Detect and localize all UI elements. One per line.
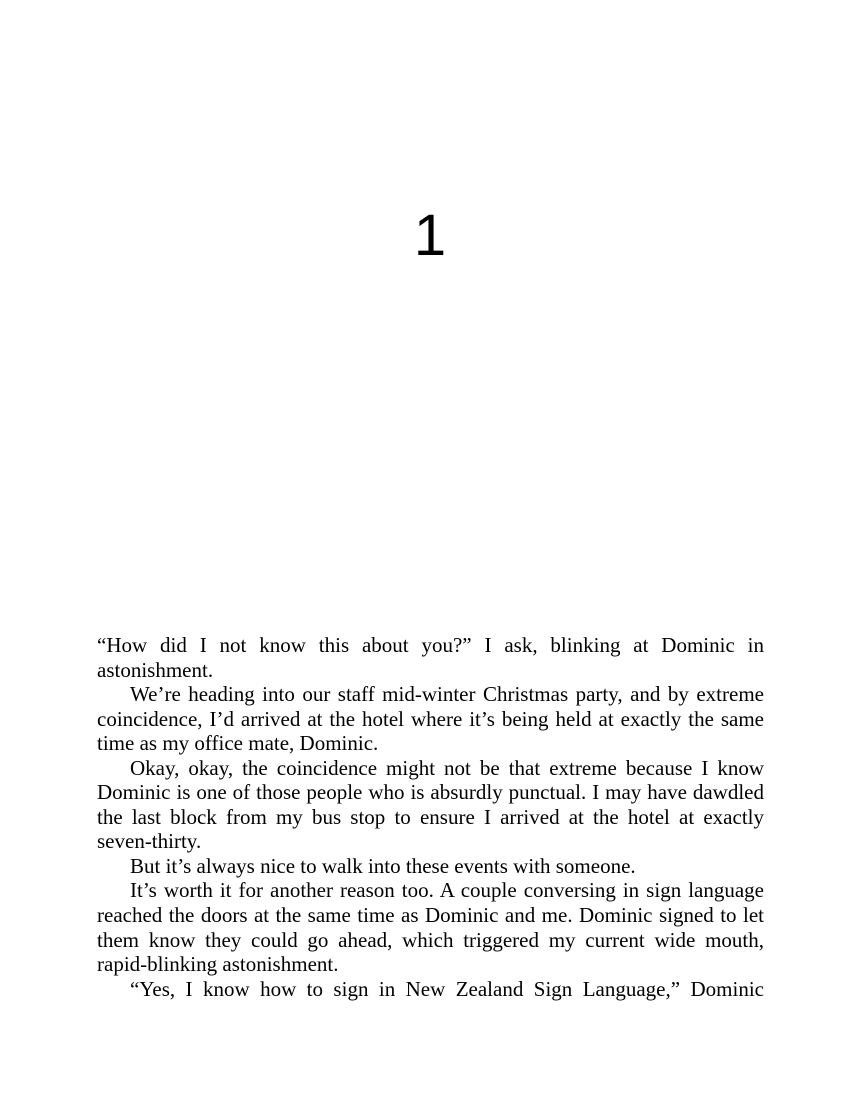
paragraph-1: “How did I not know this about you?” I ask, blinking at Dominic in astonishment. [97,633,764,682]
paragraph-6-cutoff: “Yes, I know how to sign in New Zealand Sign Language,” Dominic [130,976,764,1001]
paragraph-4: But it’s always nice to walk into these events with someone. [130,853,636,878]
body-text-block [97,633,764,1001]
chapter-number-heading: 1 [413,203,447,268]
paragraph-3: Okay, okay, the coincidence might not be that extreme because I know Dominic is one of those people who is absurdly punctual. I may have dawdled the last block from my bus stop to ensure I arrived at the hotel at exactly seven-thirty. [97,755,764,854]
paragraph-5: It’s worth it for another reason too. A couple conversing in sign language reached the doors at the same time as Dominic and me. Dominic signed to let them know they could go ahead, which triggered my current wide mouth, rapid-blinking astonishment. [97,878,764,977]
paragraph-2: We’re heading into our staff mid-winter Christmas party, and by extreme coincidence, I’d arrived at the hotel where it’s being held at exactly the same time as my office mate, Dominic. [97,682,764,756]
